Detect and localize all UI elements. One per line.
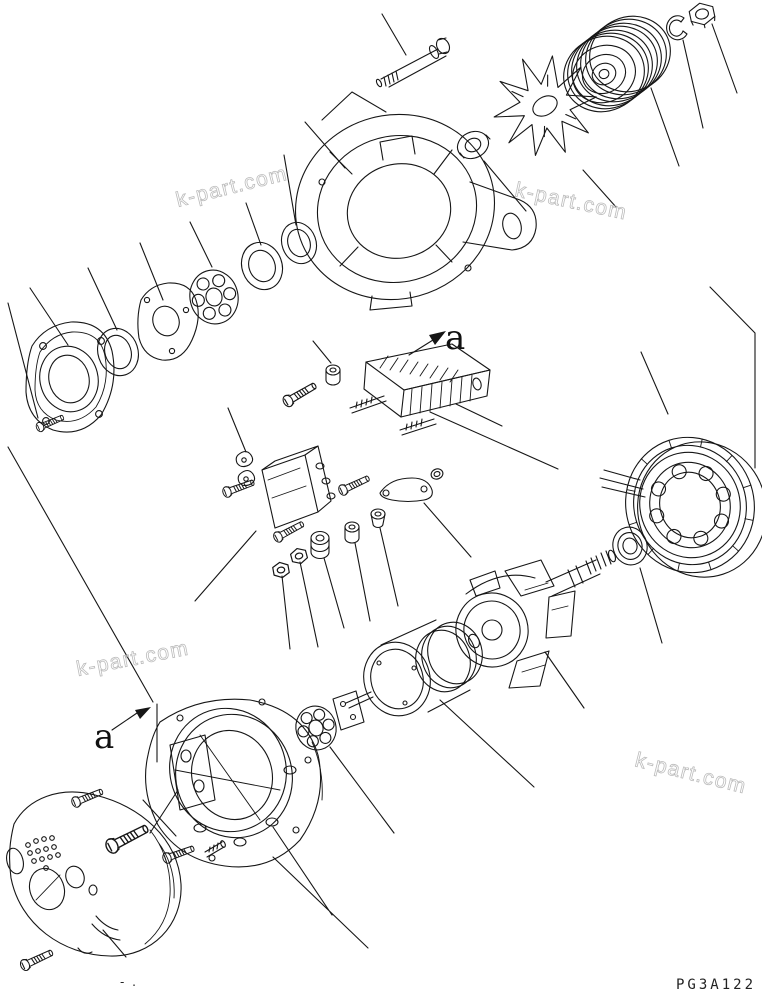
retainer-screw	[35, 413, 65, 433]
section-arrow-bottom	[94, 707, 151, 757]
section-label-a-top: a	[445, 318, 466, 358]
section-label-a-bottom: a	[94, 717, 115, 757]
part-front-bearing	[185, 266, 243, 329]
part-bushing-large	[311, 532, 329, 559]
part-spacer-collar	[326, 365, 340, 385]
part-stud	[205, 840, 226, 857]
part-bushing-small	[371, 509, 385, 528]
part-gasket-plate	[138, 283, 198, 360]
watermark-top-left: k-part.com	[173, 161, 291, 212]
part-pulley	[551, 4, 682, 125]
part-insulator-ring	[430, 467, 445, 481]
part-through-bolt	[375, 36, 452, 87]
cover-screw	[19, 947, 55, 972]
part-connector-strap	[380, 478, 432, 502]
part-spring-washer	[667, 16, 687, 40]
part-bushing-mid	[345, 522, 359, 543]
part-cooling-fan	[485, 48, 605, 164]
part-collar-ring	[453, 126, 493, 163]
part-rear-bearing	[609, 523, 652, 569]
part-seal-washer	[92, 323, 145, 381]
stator-lead-wires	[600, 470, 645, 497]
watermark-bottom-right: k-part.com	[632, 748, 750, 799]
corner-mark: - .	[120, 975, 138, 989]
nut-1	[290, 547, 309, 566]
part-coil-bearing	[291, 702, 341, 755]
part-stator	[608, 417, 762, 597]
rectifier-screw	[281, 380, 318, 408]
through-bolt-long	[104, 821, 151, 855]
part-front-housing	[275, 92, 537, 321]
part-field-coil	[333, 616, 489, 730]
section-arrow-top	[409, 318, 465, 358]
part-rectifier	[350, 344, 490, 435]
part-rear-bracket	[146, 693, 323, 867]
watermark-middle-left: k-part.com	[74, 636, 192, 681]
nut-2	[272, 561, 290, 579]
part-regulator	[236, 446, 335, 528]
regulator-screw-right	[337, 473, 371, 497]
part-rotor	[448, 549, 617, 688]
part-bearing-retainer-plate	[26, 322, 114, 432]
figure-code: PG3A122	[676, 977, 757, 993]
bracket-screw-1	[70, 786, 104, 808]
watermark-top-right: k-part.com	[512, 178, 630, 225]
